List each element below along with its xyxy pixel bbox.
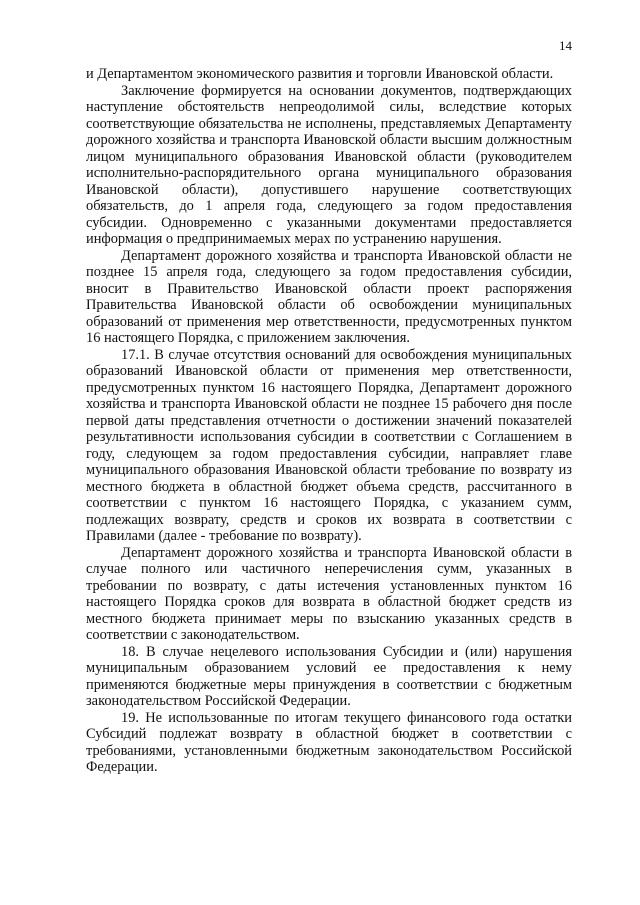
paragraph-continuation: и Департаментом экономического развития и торговли Ивановской области. xyxy=(86,66,554,82)
paragraph-17-1: 17.1. В случае отсутствия оснований для освобождения муниципальных образований Ивановской области от применения мер ответственности, предусмотренных пунктом 16 настоящего Порядка, Департамент дорожного хозяйства и транспорта Ивановской области не позднее 15 рабочего дня после первой даты представления отчетности о достижении значений показателей результативности использования субсидии в соответствии с Соглашением в году, следующем за годом предоставления субсидии, направляет главе муниципального образования Ивановской области требование по возврату из местного бюджета в областной бюджет объема средств, рассчитанного в соответствии с пунктом 16 настоящего Порядка, с указанием сумм, подлежащих возврату, средств и сроков их возврата в соответствии с Правилами (далее - требование по возврату). xyxy=(86,346,572,544)
paragraph-department-submission: Департамент дорожного хозяйства и транспорта Ивановской области не позднее 15 апреля года, следующего за годом предоставления субсидии, вносит в Правительство Ивановской области проект распоряжения Правительства Ивановской области об освобождении муниципальных образований от применения мер ответственности, предусмотренных пунктом 16 настоящего Порядка, с приложением заключения. xyxy=(86,247,572,346)
document-body xyxy=(86,66,572,776)
paragraph-19: 19. Не использованные по итогам текущего финансового года остатки Субсидий подлежат возврату в областной бюджет в соответствии с требованиями, установленными бюджетным законодательством Российской Федерации. xyxy=(86,709,572,775)
paragraph-recovery-measures: Департамент дорожного хозяйства и транспорта Ивановской области в случае полного или частичного неперечисления сумм, указанных в требовании по возврату, с даты истечения установленных пунктом 16 настоящего Порядка сроков для возврата в областной бюджет средств из местного бюджета принимает меры по взысканию указанных средств в соответствии с законодательством. xyxy=(86,544,572,643)
page-number: 14 xyxy=(559,38,572,53)
paragraph-18: 18. В случае нецелевого использования Субсидии и (или) нарушения муниципальным образованием условий ее предоставления к нему применяются бюджетные меры принуждения в соответствии с бюджетным законодательством Российской Федерации. xyxy=(86,643,572,709)
paragraph-conclusion-basis: Заключение формируется на основании документов, подтверждающих наступление обстоятельств непреодолимой силы, вследствие которых соответствующие обязательства не исполнены, представляемых Департаменту дорожного хозяйства и транспорта Ивановской области высшим должностным лицом муниципального образования Ивановской области (руководителем исполнительно-распорядительного органа муниципального образования Ивановской области), допустившего нарушение соответствующих обязательств, до 1 апреля года, следующего за годом предоставления субсидии. Одновременно с указанными документами предоставляется информация о предпринимаемых мерах по устранению нарушения. xyxy=(86,82,572,247)
